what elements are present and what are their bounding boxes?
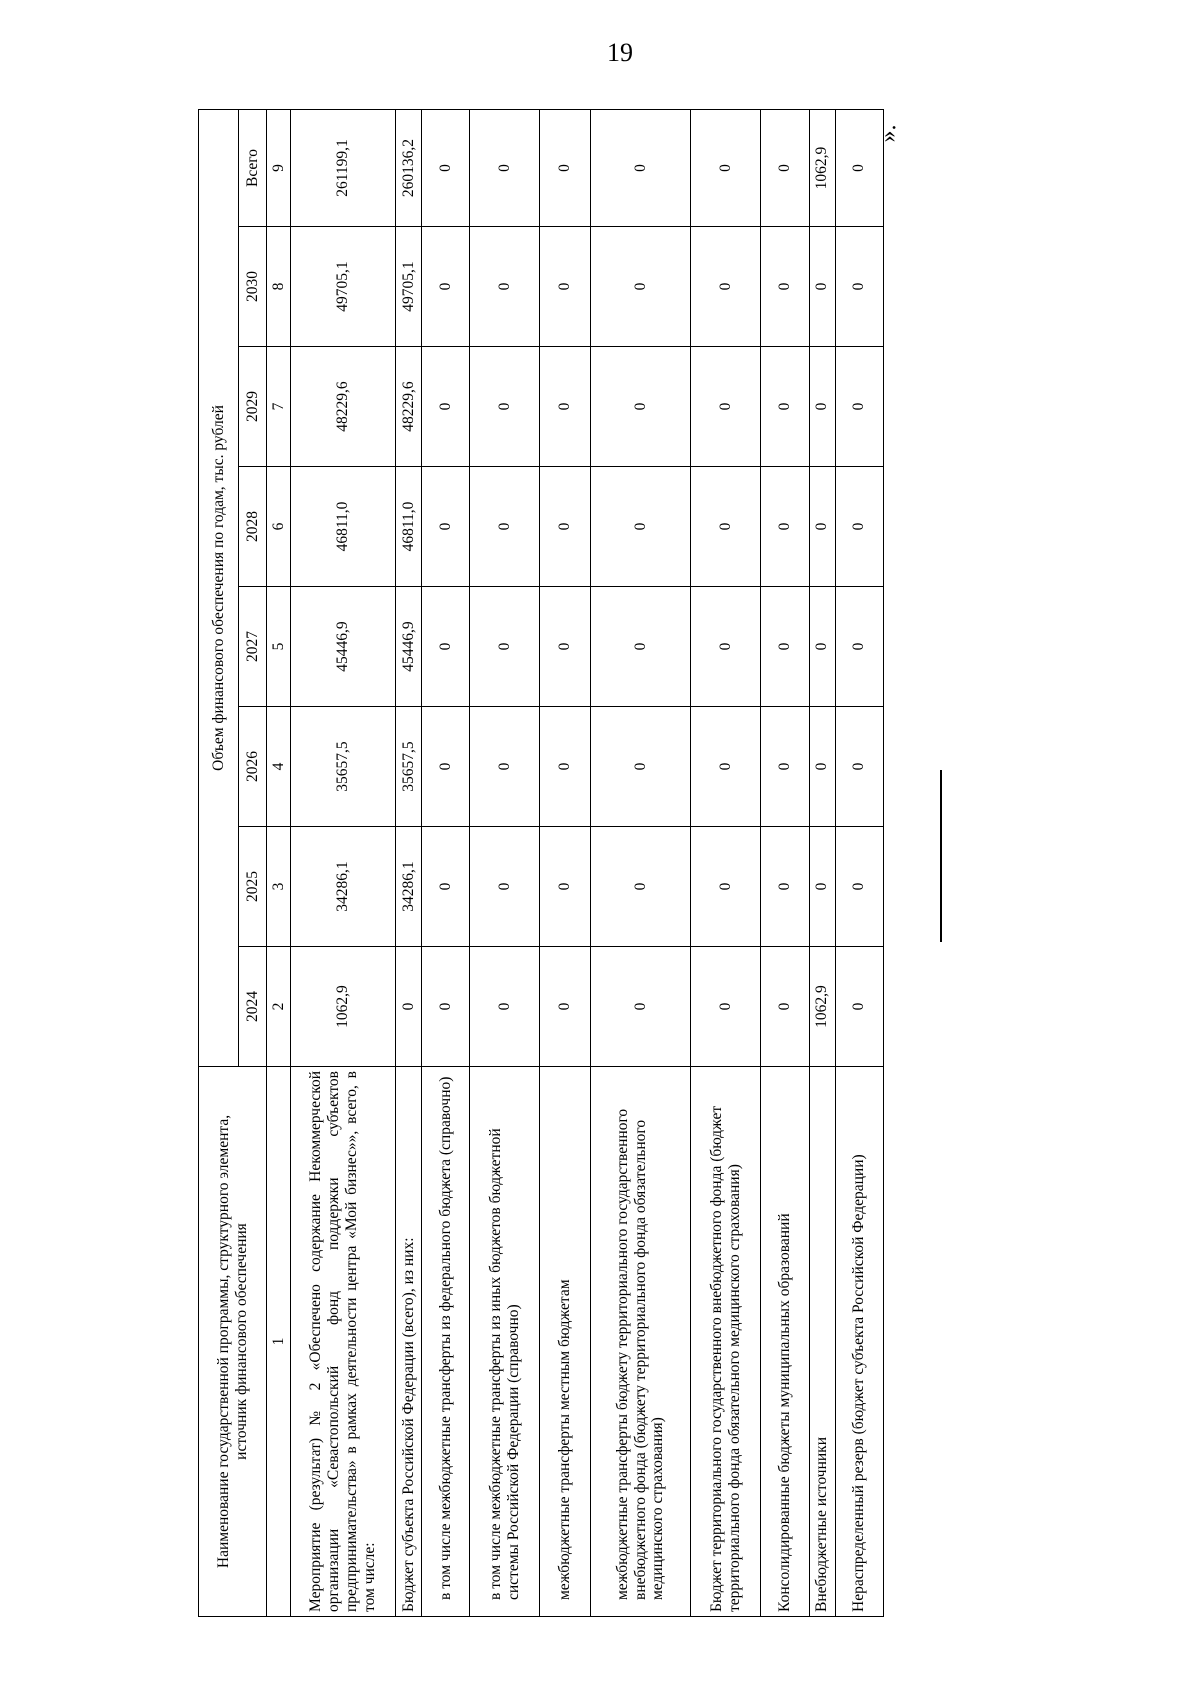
row-total: 0 (761, 110, 809, 227)
table-row (590, 110, 691, 1617)
header-name-line1: Наименование государственной программы, структурного элемента, (214, 1114, 232, 1569)
row-value: 34286,1 (291, 827, 396, 947)
row-value: 0 (470, 947, 540, 1067)
row-value: 1062,9 (291, 947, 396, 1067)
header-funding-title: Объем финансового обеспечения по годам, тыс. рублей (199, 110, 239, 1067)
header-year: 2025 (239, 827, 267, 947)
table-row (396, 110, 422, 1617)
row-value: 0 (835, 587, 883, 707)
row-value: 48229,6 (396, 347, 422, 467)
row-value: 0 (691, 707, 761, 827)
table-row (540, 110, 590, 1617)
row-value: 0 (761, 827, 809, 947)
col-number: 9 (267, 110, 291, 227)
funding-table (198, 109, 884, 1617)
row-value: 0 (422, 467, 470, 587)
row-total: 0 (540, 110, 590, 227)
header-name-cell (199, 1067, 267, 1617)
row-value: 0 (691, 347, 761, 467)
header-year: 2028 (239, 467, 267, 587)
row-value: 0 (422, 947, 470, 1067)
row-value: 0 (540, 947, 590, 1067)
row-value: 0 (470, 467, 540, 587)
row-value: 0 (835, 827, 883, 947)
divider-line (940, 770, 942, 942)
row-value: 0 (470, 347, 540, 467)
table-row (470, 110, 540, 1617)
row-value: 0 (590, 467, 691, 587)
row-value: 0 (590, 347, 691, 467)
row-value: 0 (691, 947, 761, 1067)
row-value: 0 (809, 587, 835, 707)
row-value: 0 (761, 227, 809, 347)
row-value: 0 (691, 827, 761, 947)
col-number: 3 (267, 827, 291, 947)
header-year: 2030 (239, 227, 267, 347)
row-value: 0 (809, 227, 835, 347)
row-value: 0 (761, 707, 809, 827)
row-name: Консолидированные бюджеты муниципальных образований (761, 1067, 809, 1617)
header-row-colnums (267, 110, 291, 1617)
table-row (809, 110, 835, 1617)
header-year: 2027 (239, 587, 267, 707)
row-value: 0 (540, 827, 590, 947)
row-name: Внебюджетные источники (809, 1067, 835, 1617)
row-total: 261199,1 (291, 110, 396, 227)
header-row-top (199, 110, 239, 1617)
row-value: 0 (809, 467, 835, 587)
page-number: 19 (607, 38, 633, 67)
row-name: в том числе межбюджетные трансферты из федерального бюджета (справочно) (422, 1067, 470, 1617)
row-value: 0 (540, 587, 590, 707)
col-number: 4 (267, 707, 291, 827)
row-value: 0 (396, 947, 422, 1067)
row-value: 0 (691, 587, 761, 707)
row-value: 0 (422, 587, 470, 707)
table-row (691, 110, 761, 1617)
row-total: 0 (422, 110, 470, 227)
table-row (835, 110, 883, 1617)
header-year: 2026 (239, 707, 267, 827)
row-value: 0 (590, 587, 691, 707)
row-name: межбюджетные трансферты местным бюджетам (540, 1067, 590, 1617)
row-value: 0 (422, 707, 470, 827)
header-name-line2: источник финансового обеспечения (232, 1223, 250, 1460)
row-value: 0 (761, 587, 809, 707)
row-total: 0 (590, 110, 691, 227)
row-value: 0 (470, 707, 540, 827)
header-year: 2029 (239, 347, 267, 467)
row-value: 0 (809, 707, 835, 827)
row-value: 0 (540, 347, 590, 467)
col-number: 8 (267, 227, 291, 347)
row-value: 0 (691, 227, 761, 347)
row-value: 0 (540, 467, 590, 587)
row-value: 46811,0 (291, 467, 396, 587)
row-value: 49705,1 (396, 227, 422, 347)
row-value: 45446,9 (291, 587, 396, 707)
col-number: 1 (267, 1067, 291, 1617)
row-value: 0 (835, 467, 883, 587)
row-name: межбюджетные трансферты бюджету территориального государственного внебюджетного фонда (бюджету территориального фонда обязательного медицинского страхования) (590, 1067, 691, 1617)
col-number: 2 (267, 947, 291, 1067)
col-number: 7 (267, 347, 291, 467)
row-name: в том числе межбюджетные трансферты из иных бюджетов бюджетной системы Российской Федерации (справочно) (470, 1067, 540, 1617)
row-name: Нераспределенный резерв (бюджет субъекта Российской Федерации) (835, 1067, 883, 1617)
row-value: 45446,9 (396, 587, 422, 707)
row-value: 0 (590, 707, 691, 827)
row-value: 0 (761, 947, 809, 1067)
row-name: Мероприятие (результат) № 2 «Обеспечено содержание Некоммерческой организации «Севастопольский фонд поддержки субъектов предпринимательства» в рамках деятельности центра «Мой бизнес»», всего, в том числе: (291, 1067, 396, 1617)
row-value: 0 (470, 227, 540, 347)
row-value: 35657,5 (291, 707, 396, 827)
row-total: 260136,2 (396, 110, 422, 227)
row-value: 0 (761, 467, 809, 587)
row-value: 0 (809, 347, 835, 467)
row-total: 0 (691, 110, 761, 227)
row-value: 0 (835, 707, 883, 827)
row-total: 0 (835, 110, 883, 227)
row-value: 0 (470, 587, 540, 707)
row-value: 0 (590, 827, 691, 947)
row-value: 0 (809, 827, 835, 947)
row-value: 46811,0 (396, 467, 422, 587)
row-total: 0 (470, 110, 540, 227)
row-value: 0 (422, 347, 470, 467)
row-value: 0 (835, 347, 883, 467)
row-value: 0 (590, 947, 691, 1067)
row-value: 0 (540, 227, 590, 347)
table-row (422, 110, 470, 1617)
row-value: 0 (470, 827, 540, 947)
col-number: 6 (267, 467, 291, 587)
row-value: 0 (422, 827, 470, 947)
row-value: 0 (590, 227, 691, 347)
row-name: Бюджет территориального государственного внебюджетного фонда (бюджет территориального фонда обязательного медицинского страхования) (691, 1067, 761, 1617)
closing-quote: ». (875, 124, 902, 143)
row-value: 49705,1 (291, 227, 396, 347)
row-value: 0 (422, 227, 470, 347)
row-value: 35657,5 (396, 707, 422, 827)
header-year: 2024 (239, 947, 267, 1067)
row-value: 0 (691, 467, 761, 587)
table-row (291, 110, 396, 1617)
row-name: Бюджет субъекта Российской Федерации (всего), из них: (396, 1067, 422, 1617)
row-value: 48229,6 (291, 347, 396, 467)
row-total: 1062,9 (809, 110, 835, 227)
row-value: 0 (761, 347, 809, 467)
header-total: Всего (239, 110, 267, 227)
row-value: 0 (835, 947, 883, 1067)
row-value: 0 (835, 227, 883, 347)
col-number: 5 (267, 587, 291, 707)
rotated-table-wrapper (198, 110, 884, 1617)
table-row (761, 110, 809, 1617)
row-value: 0 (540, 707, 590, 827)
row-value: 34286,1 (396, 827, 422, 947)
row-value: 1062,9 (809, 947, 835, 1067)
